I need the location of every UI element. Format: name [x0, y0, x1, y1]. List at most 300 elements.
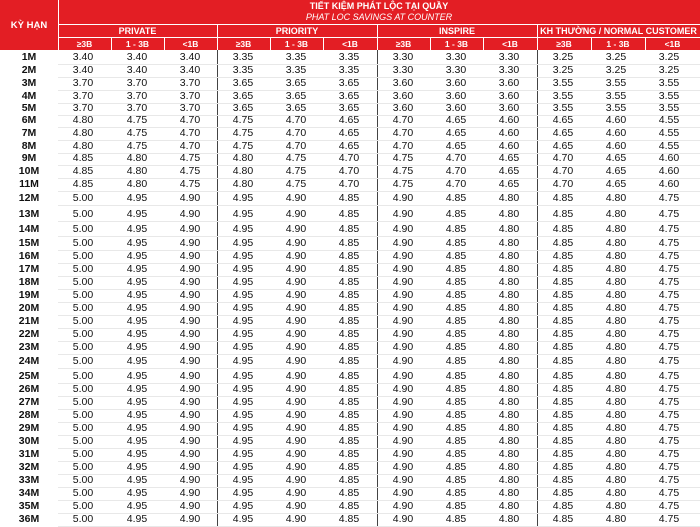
rate-cell: 4.70 — [552, 178, 574, 190]
rate-cell: 4.75 — [232, 114, 254, 126]
term-cell: 14M — [18, 223, 40, 235]
rate-cell: 4.80 — [605, 448, 627, 460]
rate-cell: 4.90 — [179, 422, 201, 434]
rate-cell: 4.80 — [232, 165, 254, 177]
term-cell: 24M — [18, 355, 40, 367]
term-cell: 4M — [21, 90, 37, 102]
rate-cell: 4.85 — [338, 370, 360, 382]
rate-cell: 4.75 — [658, 302, 680, 314]
rate-cell: 4.90 — [392, 500, 414, 512]
rate-cell: 4.75 — [658, 315, 680, 327]
rate-cell: 4.75 — [126, 140, 148, 152]
rate-cell: 4.80 — [498, 500, 520, 512]
rate-cell: 4.85 — [338, 223, 360, 235]
rate-cell: 5.00 — [72, 263, 94, 275]
term-cell: 15M — [18, 237, 40, 249]
rate-cell: 4.75 — [658, 396, 680, 408]
rate-cell: 4.80 — [498, 513, 520, 525]
rate-cell: 4.90 — [285, 341, 307, 353]
rate-cell: 4.95 — [232, 409, 254, 421]
rate-cell: 4.90 — [179, 500, 201, 512]
term-cell: 2M — [21, 64, 37, 76]
rate-cell: 4.80 — [126, 152, 148, 164]
rate-cell: 4.95 — [232, 250, 254, 262]
rate-cell: 4.85 — [445, 500, 467, 512]
table-title-main: TIẾT KIỆM PHÁT LỘC TẠI QUẦY — [309, 1, 449, 11]
rate-cell: 5.00 — [72, 435, 94, 447]
rate-cell: 4.95 — [232, 474, 254, 486]
rate-cell: 4.90 — [285, 487, 307, 499]
term-cell: 27M — [18, 396, 40, 408]
rate-cell: 4.75 — [658, 223, 680, 235]
rate-cell: 4.85 — [552, 487, 574, 499]
rate-cell: 4.80 — [605, 396, 627, 408]
rate-cell: 4.90 — [392, 237, 414, 249]
rate-cell: 5.00 — [72, 474, 94, 486]
rate-cell: 4.75 — [658, 250, 680, 262]
rate-cell: 4.90 — [179, 474, 201, 486]
rate-cell: 4.80 — [605, 500, 627, 512]
rate-cell: 3.40 — [179, 64, 201, 76]
rate-cell: 4.90 — [285, 474, 307, 486]
rate-cell: 4.90 — [392, 487, 414, 499]
rate-cell: 3.70 — [179, 77, 201, 89]
rate-cell: 4.85 — [445, 435, 467, 447]
rate-cell: 4.65 — [552, 127, 574, 139]
rate-cell: 4.85 — [445, 328, 467, 340]
rate-cell: 4.80 — [498, 487, 520, 499]
rate-cell: 4.80 — [498, 328, 520, 340]
rate-cell: 4.85 — [445, 409, 467, 421]
table-title-sub: PHAT LOC SAVINGS AT COUNTER — [305, 12, 453, 22]
rate-cell: 4.95 — [232, 487, 254, 499]
row-divider — [58, 205, 700, 206]
rate-cell: 3.70 — [126, 102, 148, 114]
rate-cell: 4.85 — [338, 474, 360, 486]
rate-cell: 4.95 — [126, 474, 148, 486]
rate-cell: 4.90 — [179, 461, 201, 473]
rate-cell: 3.55 — [552, 102, 574, 114]
rate-cell: 5.00 — [72, 192, 94, 204]
rate-cell: 4.90 — [285, 250, 307, 262]
rate-cell: 4.70 — [338, 165, 360, 177]
rate-cell: 4.90 — [285, 435, 307, 447]
rate-cell: 4.90 — [392, 223, 414, 235]
rate-cell: 4.80 — [498, 263, 520, 275]
rate-cell: 4.80 — [605, 315, 627, 327]
subcolumn-header: ≥3B — [537, 37, 591, 50]
rate-cell: 4.85 — [552, 409, 574, 421]
rate-cell: 3.25 — [658, 64, 680, 76]
rate-cell: 4.85 — [445, 250, 467, 262]
rate-cell: 4.90 — [179, 192, 201, 204]
rate-cell: 4.90 — [285, 315, 307, 327]
rate-cell: 4.85 — [552, 276, 574, 288]
rate-cell: 4.60 — [498, 140, 520, 152]
rate-cell: 4.75 — [658, 435, 680, 447]
rate-cell: 4.90 — [179, 448, 201, 460]
rate-cell: 4.85 — [72, 165, 94, 177]
rate-cell: 4.65 — [605, 165, 627, 177]
term-cell: 28M — [18, 409, 40, 421]
rate-cell: 3.60 — [445, 90, 467, 102]
term-cell: 8M — [21, 140, 37, 152]
term-cell: 36M — [18, 513, 40, 525]
rate-cell: 4.70 — [285, 127, 307, 139]
header-divider — [58, 24, 700, 25]
rate-cell: 4.95 — [126, 500, 148, 512]
rate-cell: 4.95 — [232, 461, 254, 473]
rate-cell: 4.75 — [658, 355, 680, 367]
rate-cell: 4.75 — [285, 152, 307, 164]
row-divider — [58, 368, 700, 369]
header-divider — [58, 0, 59, 50]
rate-cell: 4.80 — [605, 289, 627, 301]
rate-cell: 4.70 — [179, 127, 201, 139]
rate-cell: 4.85 — [552, 328, 574, 340]
rate-cell: 4.90 — [285, 328, 307, 340]
term-cell: 10M — [18, 165, 40, 177]
rate-cell: 3.35 — [338, 51, 360, 63]
rate-cell: 4.95 — [232, 328, 254, 340]
rate-cell: 4.75 — [658, 448, 680, 460]
header-divider — [591, 37, 592, 50]
rate-cell: 4.95 — [126, 422, 148, 434]
rate-cell: 4.95 — [126, 409, 148, 421]
rate-cell: 4.90 — [179, 302, 201, 314]
rate-cell: 3.25 — [658, 51, 680, 63]
rate-cell: 4.90 — [179, 396, 201, 408]
rate-cell: 4.85 — [552, 396, 574, 408]
rate-cell: 4.65 — [605, 152, 627, 164]
rate-cell: 3.70 — [126, 90, 148, 102]
rate-cell: 3.60 — [445, 102, 467, 114]
rate-cell: 4.90 — [285, 237, 307, 249]
subcolumn-header: <1B — [164, 37, 217, 50]
rate-cell: 4.85 — [338, 208, 360, 220]
term-cell: 35M — [18, 500, 40, 512]
rate-cell: 4.85 — [338, 422, 360, 434]
rate-cell: 4.90 — [285, 263, 307, 275]
rate-cell: 4.95 — [232, 289, 254, 301]
rate-cell: 4.90 — [392, 315, 414, 327]
rate-cell: 4.85 — [445, 513, 467, 525]
rate-cell: 4.75 — [658, 474, 680, 486]
rate-cell: 4.80 — [498, 355, 520, 367]
rate-cell: 3.60 — [498, 102, 520, 114]
rate-cell: 4.90 — [392, 263, 414, 275]
rate-cell: 4.75 — [658, 237, 680, 249]
tier-label: KH THƯỜNG / NORMAL CUSTOMER — [540, 25, 697, 36]
term-cell: 33M — [18, 474, 40, 486]
rate-cell: 4.80 — [72, 114, 94, 126]
rate-cell: 3.70 — [72, 102, 94, 114]
rate-cell: 4.75 — [658, 500, 680, 512]
rate-cell: 4.80 — [498, 237, 520, 249]
rate-cell: 4.60 — [605, 127, 627, 139]
rate-cell: 4.90 — [179, 370, 201, 382]
rate-cell: 4.80 — [605, 208, 627, 220]
rate-cell: 4.60 — [498, 114, 520, 126]
rate-cell: 5.00 — [72, 370, 94, 382]
term-header-label: KỲ HẠN — [10, 19, 48, 31]
rate-cell: 3.25 — [605, 51, 627, 63]
rate-cell: 4.75 — [392, 178, 414, 190]
rate-cell: 4.85 — [552, 435, 574, 447]
rate-cell: 4.85 — [552, 263, 574, 275]
term-header — [0, 0, 58, 50]
rate-cell: 5.00 — [72, 315, 94, 327]
rate-cell: 5.00 — [72, 409, 94, 421]
rate-cell: 4.80 — [498, 192, 520, 204]
rate-cell: 4.80 — [498, 474, 520, 486]
term-cell: 20M — [18, 302, 40, 314]
rate-cell: 4.85 — [445, 487, 467, 499]
rate-cell: 3.60 — [445, 77, 467, 89]
rate-cell: 3.25 — [552, 64, 574, 76]
rate-cell: 4.75 — [392, 152, 414, 164]
rate-cell: 4.80 — [498, 435, 520, 447]
rate-cell: 3.70 — [126, 77, 148, 89]
rate-cell: 4.85 — [552, 448, 574, 460]
rate-cell: 4.70 — [392, 127, 414, 139]
rate-cell: 3.40 — [72, 64, 94, 76]
table-title — [58, 0, 700, 24]
rate-cell: 4.90 — [392, 448, 414, 460]
term-cell: 25M — [18, 370, 40, 382]
rate-cell: 4.85 — [552, 302, 574, 314]
rate-cell: 3.35 — [338, 64, 360, 76]
rate-cell: 4.65 — [338, 127, 360, 139]
rate-cell: 3.30 — [392, 64, 414, 76]
rate-cell: 4.90 — [392, 435, 414, 447]
rate-cell: 5.00 — [72, 328, 94, 340]
rate-cell: 4.85 — [338, 500, 360, 512]
rate-cell: 4.75 — [285, 178, 307, 190]
rate-cell: 4.70 — [285, 114, 307, 126]
rate-cell: 4.90 — [285, 448, 307, 460]
rate-cell: 4.60 — [605, 140, 627, 152]
rate-cell: 4.90 — [285, 383, 307, 395]
rate-cell: 4.90 — [285, 289, 307, 301]
rate-cell: 4.95 — [232, 513, 254, 525]
rate-cell: 4.90 — [285, 192, 307, 204]
rate-cell: 4.90 — [285, 513, 307, 525]
rate-cell: 4.80 — [605, 355, 627, 367]
rate-cell: 4.85 — [338, 435, 360, 447]
tier-header-inspire — [377, 24, 537, 37]
rate-cell: 4.95 — [126, 237, 148, 249]
header-divider — [323, 37, 324, 50]
rate-cell: 4.80 — [605, 237, 627, 249]
rate-cell: 4.75 — [658, 208, 680, 220]
rate-cell: 4.90 — [285, 409, 307, 421]
rate-cell: 4.95 — [126, 435, 148, 447]
rate-cell: 4.80 — [498, 302, 520, 314]
rate-cell: 3.60 — [498, 90, 520, 102]
rate-cell: 4.85 — [552, 250, 574, 262]
rate-cell: 3.65 — [285, 77, 307, 89]
rate-cell: 3.40 — [126, 64, 148, 76]
rate-cell: 4.95 — [126, 263, 148, 275]
rate-cell: 4.80 — [605, 461, 627, 473]
rate-cell: 4.75 — [232, 127, 254, 139]
term-cell: 12M — [18, 192, 40, 204]
subcolumn-header: ≥3B — [217, 37, 270, 50]
header-divider — [270, 37, 271, 50]
rate-cell: 4.90 — [285, 276, 307, 288]
term-cell: 1M — [21, 51, 37, 63]
header-divider — [58, 37, 700, 38]
rate-cell: 4.95 — [232, 263, 254, 275]
rate-cell: 3.40 — [179, 51, 201, 63]
rate-cell: 4.95 — [126, 289, 148, 301]
term-cell: 9M — [21, 152, 37, 164]
term-cell: 21M — [18, 315, 40, 327]
rate-cell: 4.75 — [658, 276, 680, 288]
rate-cell: 4.65 — [445, 114, 467, 126]
rate-cell: 4.90 — [179, 487, 201, 499]
rate-cell: 3.60 — [498, 77, 520, 89]
tier-header-private — [58, 24, 217, 37]
rate-cell: 4.80 — [605, 263, 627, 275]
rate-cell: 4.80 — [498, 422, 520, 434]
rate-cell: 4.95 — [232, 192, 254, 204]
rate-cell: 4.75 — [658, 422, 680, 434]
rate-cell: 4.85 — [445, 422, 467, 434]
rate-cell: 4.70 — [552, 165, 574, 177]
term-cell: 22M — [18, 328, 40, 340]
rate-cell: 4.75 — [285, 165, 307, 177]
rate-cell: 4.80 — [605, 276, 627, 288]
rate-cell: 4.85 — [552, 370, 574, 382]
rate-cell: 4.80 — [72, 140, 94, 152]
rate-cell: 4.80 — [498, 409, 520, 421]
rate-cell: 4.85 — [72, 178, 94, 190]
rate-cell: 4.70 — [445, 152, 467, 164]
rate-cell: 4.90 — [392, 328, 414, 340]
rate-cell: 4.75 — [658, 461, 680, 473]
rate-cell: 4.90 — [285, 302, 307, 314]
rate-cell: 4.85 — [445, 302, 467, 314]
term-cell: 3M — [21, 77, 37, 89]
rate-cell: 3.60 — [392, 102, 414, 114]
rate-cell: 4.85 — [338, 237, 360, 249]
rate-cell: 4.85 — [445, 208, 467, 220]
rate-cell: 4.95 — [126, 513, 148, 525]
term-cell: 19M — [18, 289, 40, 301]
rate-cell: 4.85 — [338, 513, 360, 525]
rate-cell: 4.85 — [552, 237, 574, 249]
rate-cell: 4.60 — [605, 114, 627, 126]
rate-cell: 4.85 — [445, 474, 467, 486]
rate-cell: 4.85 — [338, 461, 360, 473]
rate-cell: 4.90 — [179, 276, 201, 288]
rate-cell: 3.55 — [605, 77, 627, 89]
rate-cell: 4.90 — [392, 276, 414, 288]
rate-cell: 5.00 — [72, 448, 94, 460]
row-divider — [58, 221, 700, 222]
rate-cell: 4.85 — [445, 461, 467, 473]
rate-cell: 4.80 — [605, 383, 627, 395]
rate-cell: 4.90 — [392, 474, 414, 486]
rate-cell: 4.95 — [126, 383, 148, 395]
rate-cell: 5.00 — [72, 341, 94, 353]
rate-cell: 4.85 — [445, 263, 467, 275]
rate-cell: 5.00 — [72, 513, 94, 525]
rate-cell: 4.90 — [179, 223, 201, 235]
header-divider — [164, 37, 165, 50]
rate-cell: 4.90 — [179, 513, 201, 525]
term-cell: 6M — [21, 114, 37, 126]
rate-cell: 5.00 — [72, 237, 94, 249]
rate-cell: 4.90 — [392, 355, 414, 367]
rate-cell: 4.65 — [552, 140, 574, 152]
rate-cell: 4.90 — [285, 208, 307, 220]
rate-cell: 4.90 — [179, 341, 201, 353]
header-divider — [483, 37, 484, 50]
rate-cell: 4.95 — [232, 500, 254, 512]
rate-cell: 4.85 — [338, 276, 360, 288]
rate-cell: 4.80 — [498, 276, 520, 288]
rate-cell: 4.70 — [552, 152, 574, 164]
rate-cell: 5.00 — [72, 487, 94, 499]
rate-cell: 3.30 — [498, 51, 520, 63]
header-divider — [430, 37, 431, 50]
rate-cell: 4.85 — [552, 383, 574, 395]
term-cell: 17M — [18, 263, 40, 275]
rate-cell: 4.95 — [232, 276, 254, 288]
rate-cell: 4.95 — [232, 422, 254, 434]
rate-cell: 4.85 — [338, 289, 360, 301]
rate-cell: 4.75 — [658, 263, 680, 275]
subcolumn-header: 1 - 3B — [591, 37, 645, 50]
rate-cell: 4.85 — [552, 341, 574, 353]
rate-cell: 4.65 — [552, 114, 574, 126]
rate-cell: 3.70 — [72, 77, 94, 89]
rate-cell: 4.90 — [392, 513, 414, 525]
rate-cell: 4.80 — [605, 250, 627, 262]
tier-label: PRIORITY — [275, 25, 319, 36]
rate-cell: 4.85 — [552, 355, 574, 367]
rate-cell: 4.75 — [658, 192, 680, 204]
rate-cell: 4.65 — [445, 127, 467, 139]
rate-cell: 3.65 — [232, 90, 254, 102]
rate-cell: 4.55 — [658, 127, 680, 139]
rate-cell: 4.80 — [498, 289, 520, 301]
rate-cell: 4.85 — [552, 461, 574, 473]
rate-cell: 4.90 — [179, 435, 201, 447]
rate-cell: 4.65 — [498, 165, 520, 177]
rate-cell: 4.60 — [658, 178, 680, 190]
rate-cell: 3.55 — [552, 77, 574, 89]
term-cell: 34M — [18, 487, 40, 499]
header-divider — [111, 37, 112, 50]
rate-cell: 4.85 — [338, 302, 360, 314]
rate-cell: 4.95 — [126, 250, 148, 262]
rate-cell: 4.95 — [126, 341, 148, 353]
rate-cell: 4.95 — [232, 237, 254, 249]
rate-cell: 4.90 — [392, 422, 414, 434]
rate-cell: 4.95 — [126, 302, 148, 314]
rate-cell: 4.90 — [392, 370, 414, 382]
rate-cell: 3.55 — [658, 102, 680, 114]
rate-cell: 4.85 — [445, 396, 467, 408]
term-cell: 29M — [18, 422, 40, 434]
tier-header-priority — [217, 24, 377, 37]
rate-cell: 4.80 — [126, 165, 148, 177]
rate-cell: 4.80 — [232, 152, 254, 164]
